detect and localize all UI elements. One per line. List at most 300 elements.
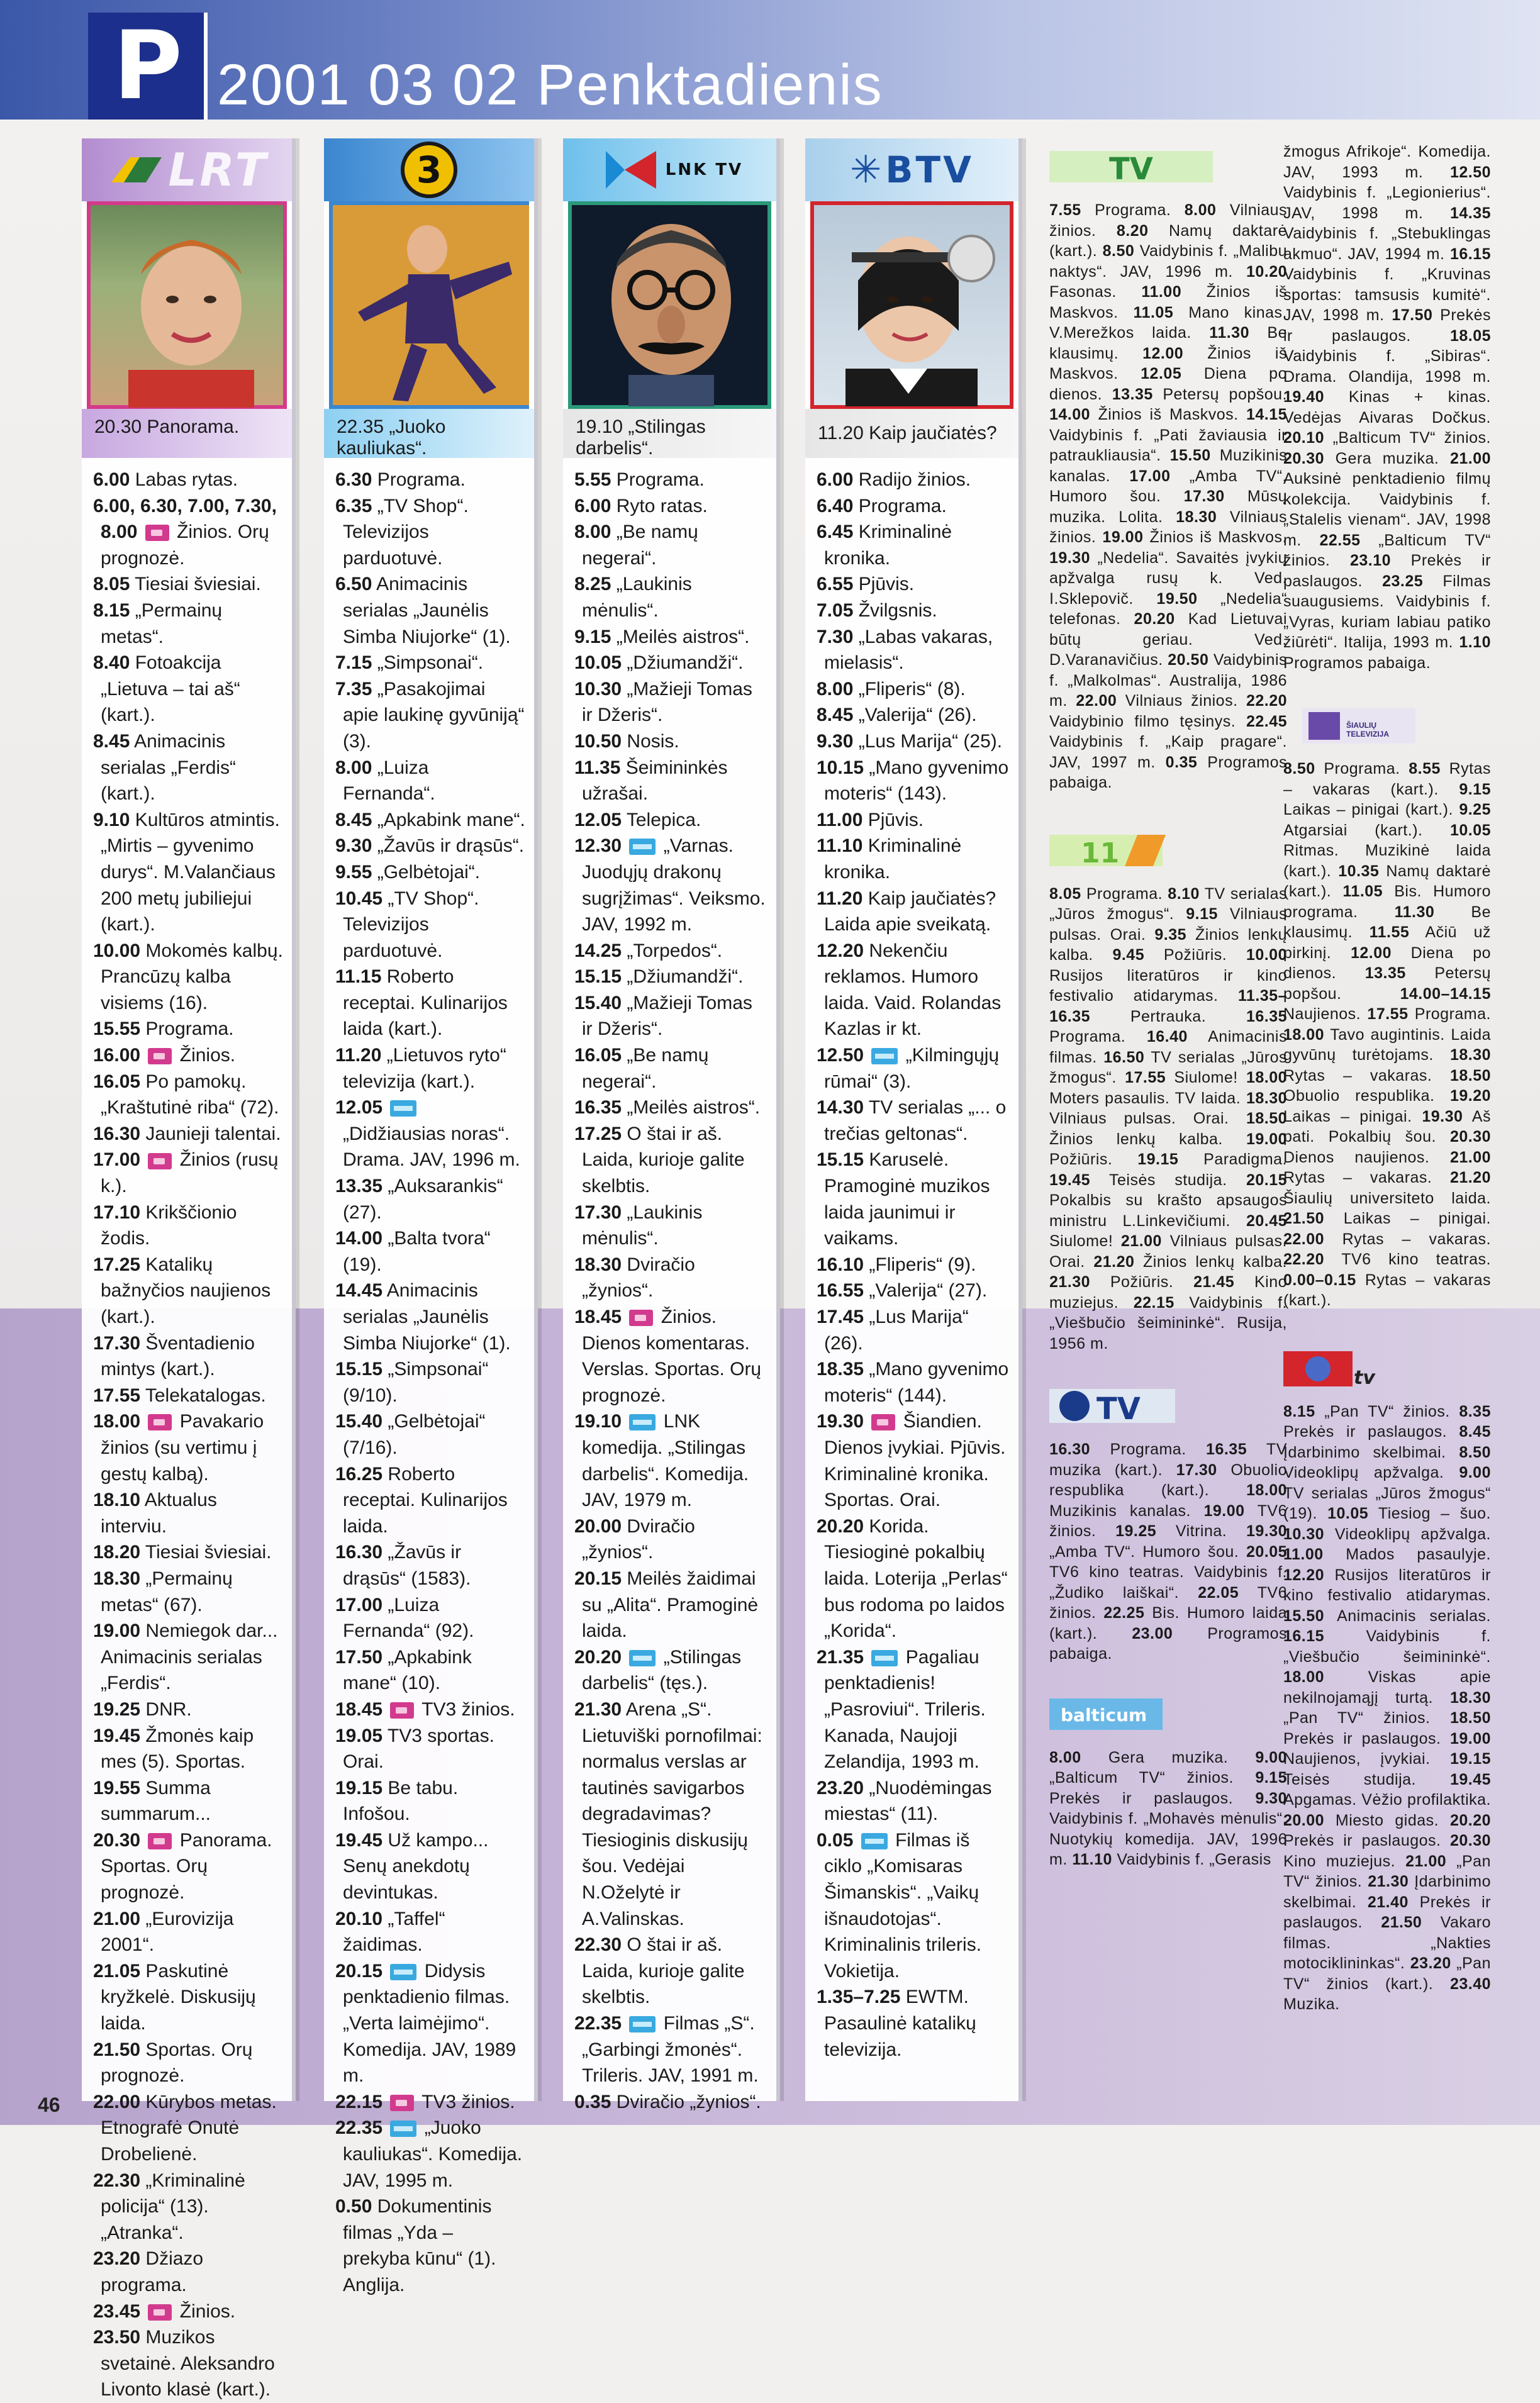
time: 18.00 [1283, 1668, 1325, 1686]
time: 18.30 [1246, 1089, 1287, 1107]
time: 17.00 [1129, 467, 1171, 485]
time: 18.00 [1246, 1481, 1287, 1499]
tv-channel-logo [1049, 145, 1287, 190]
program-entry: 9.30 „Lus Marija“ (25). [817, 730, 1003, 752]
tv3-logo-text: 3 [416, 148, 442, 191]
program-entry: 18.45 TV3 žinios. [335, 1698, 515, 1720]
time: 15.50 [1169, 447, 1211, 464]
time: 21.35 [817, 1646, 864, 1668]
time: 19.50 [1156, 589, 1198, 608]
program-entry: 17.00 Žinios (rusų k.). [93, 1149, 279, 1197]
time: 12.00 [1350, 944, 1392, 962]
time: 9.30 [335, 835, 372, 857]
film-icon [390, 1100, 416, 1117]
btv-host-photo [810, 201, 1013, 409]
time: 9.25 [1459, 801, 1491, 818]
time: 9.00 [1459, 1464, 1491, 1481]
tv3-logo-disc [401, 142, 457, 198]
time: 17.30 [1176, 1461, 1217, 1479]
time: 15.40 [574, 992, 622, 1013]
time: 22.20 [1283, 1251, 1325, 1268]
program-entry: 17.55 Telekatalogas. [93, 1385, 266, 1406]
program-entry: 12.50 „Kilmingųjų rūmai“ (3). [817, 1045, 1000, 1092]
time: 8.45 [817, 705, 854, 726]
program-entry: 22.15 TV3 žinios. [335, 2091, 515, 2112]
program-entry: 14.25 „Torpedos“. [574, 940, 723, 961]
time: 9.15 [1459, 780, 1491, 798]
time: 9.15 [574, 626, 611, 647]
program-entry: 16.30 Jaunieji talentai. [93, 1123, 281, 1144]
time: 20.10 [335, 1908, 383, 1929]
time: 9.30 [817, 730, 854, 752]
time: 7.35 [335, 678, 372, 700]
time: 18.35 [817, 1359, 864, 1380]
program-entry: 16.35 „Meilės aistros“. [574, 1097, 761, 1118]
time: 15.40 [335, 1411, 383, 1432]
time: 8.50 [1102, 242, 1135, 260]
program-entry: 12.05 „Didžiausias noras“. Drama. JAV, 1996 m. [335, 1097, 520, 1171]
time: 9.15 [1186, 905, 1218, 923]
time: 8.50 [1459, 1443, 1491, 1461]
balticum-logo [1049, 1692, 1287, 1737]
program-entry: 17.45 „Lus Marija“ (26). [817, 1307, 969, 1354]
time: 6.00 [93, 469, 130, 490]
time: 22.00 [1283, 1230, 1325, 1248]
green-tv-logo-icon [1049, 145, 1213, 189]
time: 21.50 [93, 2039, 141, 2060]
time: 19.05 [335, 1725, 383, 1746]
lrt-host-photo [87, 201, 287, 409]
program-entry: 19.10 LNK komedija. „Stilingas darbelis“. Komedija. JAV, 1979 m. [574, 1411, 749, 1511]
time: 6.30 [335, 469, 372, 490]
program-entry: 8.00 „Be namų negerai“. [574, 521, 698, 569]
time: 18.00 [1283, 1025, 1325, 1044]
time: 9.35 [1154, 925, 1187, 944]
time: 8.25 [574, 574, 611, 595]
time: 17.25 [93, 1254, 141, 1275]
time: 22.35 [335, 2117, 383, 2139]
time: 16.30 [1049, 1441, 1091, 1458]
page-title: 2001 03 02 Penktadienis [217, 53, 883, 117]
time: 14.25 [574, 940, 622, 961]
tv6-logo [1049, 1384, 1287, 1429]
time: 8.00 [1184, 201, 1217, 219]
btv-photo-illustration [814, 205, 1013, 405]
time: 21.00 [1120, 1232, 1162, 1250]
news-tv-icon [148, 1833, 172, 1849]
time: 21.30 [574, 1698, 622, 1720]
time: 22.20 [1246, 692, 1288, 710]
time: 20.30 [93, 1829, 141, 1851]
time: 15.55 [93, 1018, 141, 1040]
program-entry: 10.45 „TV Shop“. Televizijos parduotuvė. [335, 888, 479, 961]
program-entry: 15.40 „Gelbėtojai“ (7/16). [335, 1411, 486, 1458]
time: 11.05 [1342, 883, 1383, 900]
time: 11.05 [1133, 303, 1174, 321]
time: 18.45 [335, 1698, 383, 1720]
time: 23.45 [93, 2300, 141, 2322]
film-icon [871, 1048, 898, 1064]
time: 19.15 [335, 1777, 383, 1798]
time: 11.20 [335, 1045, 382, 1066]
time: 10.50 [574, 730, 622, 752]
time: 15.15 [335, 1359, 383, 1380]
program-entry: 21.35 Pagaliau penktadienis! „Pasroviui“. Trileris. Kanada, Naujoji Zelandija, 1993 m. [817, 1646, 986, 1773]
lrt-logo [82, 138, 292, 201]
time: 13.35 [335, 1176, 383, 1197]
program-entry: 22.30 „Kriminalinė policija“ (13). „Atranka“. [93, 2170, 245, 2243]
regional-column-b [1283, 142, 1491, 2092]
time: 16.05 [574, 1045, 622, 1066]
time: 9.45 [1112, 946, 1145, 964]
time: 21.05 [93, 1960, 141, 1982]
program-entry: 8.45 „Apkabink mane“. [335, 809, 525, 830]
time: 12.05 [1141, 365, 1182, 382]
time: 8.00 [335, 757, 372, 778]
program-entry: 11.20 „Lietuvos ryto“ televizija (kart.). [335, 1045, 506, 1092]
time: 12.20 [817, 940, 864, 961]
time: 11.00 [1283, 1546, 1324, 1563]
time: 12.05 [335, 1097, 383, 1118]
news-tv-icon [390, 1702, 414, 1719]
time: 18.50 [1449, 1709, 1491, 1727]
channel-column-tv3 [324, 138, 538, 2295]
program-entry: 21.30 Arena „S“. Lietuviški pornofilmai: normalus verslas ar tautinės savigarbos degradavimas? Tiesioginis diskusijų šou. Vedėjai N.Oželytė ir A.Valinskas. [574, 1698, 762, 1929]
program-entry: 23.50 Muzikos svetainė. Aleksandro Livonto klasė (kart.). [93, 2327, 275, 2400]
program-entry: 17.00 „Luiza Fernanda“ (92). [335, 1594, 474, 1642]
pan-tv-logo [1283, 1346, 1491, 1391]
time: 19.30 [1246, 1522, 1288, 1540]
time: 21.50 [1283, 1210, 1325, 1227]
time: 16.35 [1206, 1441, 1247, 1458]
time: 7.05 [817, 599, 854, 621]
program-entry: 7.05 Žvilgsnis. [817, 599, 937, 621]
time: 8.45 [1459, 1423, 1491, 1441]
program-entry: 20.20 „Stilingas darbelis“ (tęs.). [574, 1646, 742, 1694]
program-entry: 18.00 Pavakario žinios (su vertimu į gestų kalbą). [93, 1411, 264, 1485]
program-entry: 6.00 Labas rytas. [93, 469, 238, 490]
program-entry: 8.40 Fotoakcija „Lietuva – tai aš“ (kart.). [93, 652, 240, 726]
time: 1.35–7.25 [817, 1987, 901, 2008]
program-entry: 22.00 Kūrybos metas. Etnografė Onutė Drobelienė. [93, 2091, 277, 2165]
program-entry: 17.25 O štai ir aš. Laida, kurioje galite skelbtis. [574, 1123, 745, 1197]
time: 16.10 [817, 1254, 864, 1275]
time: 17.10 [93, 1202, 141, 1223]
program-entry: 22.35 Filmas „S“. „Garbingi žmonės“. Trileris. JAV, 1991 m. [574, 2013, 759, 2087]
time: 18.30 [93, 1568, 141, 1589]
time: 5.55 [574, 469, 611, 490]
program-entry: 16.55 „Valerija“ (27). [817, 1280, 988, 1302]
program-entry: 11.10 Kriminalinė kronika. [817, 835, 962, 883]
program-entry: 12.30 „Varnas. Juodųjų drakonų sugrįžimas“. Veiksmo. JAV, 1992 m. [574, 835, 766, 935]
time: 20.05 [1246, 1542, 1287, 1561]
program-entry: 18.30 Dviračio „žynios“. [574, 1254, 695, 1302]
program-entry: 21.00 „Eurovizija 2001“. [93, 1908, 234, 1956]
program-entry: 16.10 „Fliperis“ (9). [817, 1254, 976, 1275]
program-entry: 6.45 Kriminalinė kronika. [817, 521, 952, 569]
time: 9.00 [1255, 1748, 1287, 1766]
time: 18.50 [1246, 1110, 1287, 1127]
lrt-photo-illustration [91, 205, 287, 405]
btv-logo [805, 138, 1018, 201]
time: 6.00, 6.30, 7.00, 7.30, 8.00 [93, 495, 277, 543]
time: 6.00 [574, 495, 611, 516]
time: 14.00–14.15 [1400, 984, 1491, 1003]
time: 11.00 [817, 809, 863, 830]
lnk-listing [563, 458, 776, 2115]
time: 14.00 [335, 1228, 383, 1249]
news-tv-icon [148, 1153, 172, 1169]
news-tv-icon [148, 2304, 172, 2321]
time: 16.15 [1283, 1627, 1325, 1645]
time: 18.30 [1449, 1688, 1491, 1707]
program-entry: 18.10 Aktualus interviu. [93, 1490, 217, 1537]
svg-text:balticum: balticum [1061, 1704, 1147, 1726]
program-entry: 6.00 Radijo žinios. [817, 469, 971, 490]
btv-snowflake-icon: ✳ [850, 148, 882, 192]
time: 18.00 [93, 1411, 141, 1432]
side-a-block-0: 7.55 Programa. 8.00 Vilniaus žinios. 8.20 Namų daktarė (kart.). 8.50 Vaidybinis f. „Malibu naktys“. JAV, 1996 m. 10.20 Fasonas. 11.00 Žinios iš Maskvos. 11.05 Mano kinas. V.Merežkos laida. 11.30 Be klausimų. 12.00 Žinios iš Maskvos. 12.05 Diena po dienos. 13.35 Petersų popšou. 14.00 Žinios iš Maskvos. 14.15 Vaidybinis f. „Pati žaviausia ir patraukliausia“. 15.50 Muzikinis kanalas. 17.00 „Amba TV“. Humoro šou. 17.30 Mūsų muzika. Lolita. 18.30 Vilniaus žinios. 19.00 Žinios iš Maskvos. 19.30 „Nedelia“. Savaitės įvykių apžvalga rusų k. Ved. I.Sklepovič. 19.50 „Nedelia“ telefonas. 20.20 Kad Lietuvai būtų geriau. Ved. D.Varanavičius. 20.50 Vaidybinis f. „Malkolmas“. Australija, 1986 m. 22.00 Vilniaus žinios. 22.20 Vaidybinio filmo tęsinys. 22.45 Vaidybinis f. „Kaip pragare“. JAV, 1997 m. 0.35 Programos pabaiga. [1049, 201, 1288, 791]
program-entry: 11.35 Šeimininkės užrašai. [574, 757, 728, 805]
program-entry: 16.05 „Be namų negerai“. [574, 1045, 709, 1092]
time: 11.10 [817, 835, 863, 857]
program-entry: 15.55 Programa. [93, 1018, 234, 1040]
time: 0.35 [574, 2091, 611, 2112]
time: 15.50 [1283, 1607, 1325, 1625]
channel-11-logo [1049, 828, 1287, 874]
time: 17.25 [574, 1123, 622, 1144]
time: 11.35 [574, 757, 621, 778]
btv-highlight-caption: 11.20 Kaip jaučiatės? [805, 409, 1018, 458]
program-entry: 10.05 „Džiumandži“. [574, 652, 744, 674]
time: 19.15 [1137, 1151, 1179, 1168]
time: 18.30 [574, 1254, 622, 1275]
side-b-block-0: žmogus Afrikoje“. Komedija. JAV, 1993 m. 12.50 Vaidybinis f. „Legionierius“. JAV, 1998 m. 14.35 Vaidybinis f. „Stebuklingas akmuo“. JAV, 1994 m. 16.15 Vaidybinis f. „Kruvinas sportas: tamsusis kumitė“. JAV, 1998 m. 17.50 Prekės ir paslaugos. 18.05 Vaidybinis f. „Sibiras“. Drama. Olandija, 1998 m. 19.40 Kinas + kinas. Vedėjas Aivaras Dočkus. 20.10 „Balticum TV“ žinios. 20.30 Gera muzika. 21.00 Auksinė penktadienio filmų kolekcija. Vaidybinis f. „Stalelis vienam“. JAV, 1998 m. 22.55 „Balticum TV“ žinios. 23.10 Prekės ir paslaugos. 23.25 Filmas suaugusiems. Vaidybinis f. „Vyras, kuriam labiau patiko žiūrėti“. Italija, 1993 m. 1.10 Programos pabaiga. [1283, 143, 1492, 672]
program-entry: 19.45 Už kampo... Senų anekdotų devintukas. [335, 1829, 489, 1904]
balticum-logo-icon [1049, 1692, 1213, 1736]
time: 20.15 [1246, 1171, 1287, 1189]
program-entry: 21.50 Sportas. Orų prognozė. [93, 2039, 253, 2087]
time: 6.35 [335, 495, 372, 516]
time: 8.15 [93, 599, 130, 621]
time: 10.05 [1327, 1505, 1369, 1522]
program-entry: 20.15 Didysis penktadienio filmas. „Verta laimėjimo“. Komedija. JAV, 1989 m. [335, 1960, 516, 2087]
side-a-block-2: 16.30 Programa. 16.35 TV muzika (kart.). 17.30 Obuolio respublika (kart.). 18.00 Muzikinis kanalas. 19.00 TV6 žinios. 19.25 Vitrina. 19.30 „Amba TV“. Humoro šou. 20.05 TV6 kino teatras. Vaidybinis f. „Žudiko laiškai“. 22.05 TV6 žinios. 22.25 Bis. Humoro laida (kart.). 23.00 Programos pabaiga. [1049, 1441, 1288, 1663]
program-entry: 8.45 „Valerija“ (26). [817, 705, 977, 726]
program-entry: 17.25 Katalikų bažnyčios naujienos (kart.). [93, 1254, 271, 1327]
news-tv-icon [145, 525, 169, 541]
time: 22.25 [1103, 1604, 1145, 1622]
time: 19.30 [1049, 549, 1091, 567]
time: 18.45 [574, 1307, 622, 1327]
time: 22.30 [574, 1934, 622, 1956]
lnk-actor-photo [568, 201, 771, 409]
time: 8.00 [817, 678, 854, 700]
time: 0.00–0.15 [1283, 1271, 1356, 1289]
news-tv-icon [148, 1048, 172, 1064]
tv3-photo-illustration [333, 205, 529, 405]
program-entry: 20.30 Panorama. Sportas. Orų prognozė. [93, 1829, 272, 1904]
time: 6.00 [817, 469, 854, 490]
time: 10.30 [1283, 1525, 1325, 1543]
film-icon [629, 1414, 656, 1430]
time: 8.05 [93, 574, 130, 595]
time: 20.45 [1246, 1212, 1287, 1230]
time: 21.00 [1449, 449, 1491, 467]
time: 12.05 [574, 809, 622, 830]
time: 12.50 [1449, 163, 1491, 181]
btv-logo-text: BTV [885, 148, 974, 191]
time: 23.25 [1382, 572, 1424, 590]
time: 9.10 [93, 809, 130, 830]
program-entry: 10.15 „Mano gyvenimo moteris“ (143). [817, 757, 1009, 805]
channel-column-lnk [563, 138, 780, 2112]
time: 13.35 [1112, 385, 1153, 403]
program-entry: 17.10 Krikščionio žodis. [93, 1202, 237, 1249]
time: 19.25 [93, 1698, 141, 1720]
time: 15.15 [817, 1149, 864, 1171]
time: 22.35 [574, 2013, 622, 2034]
program-entry: 20.00 Dviračio „žynios“. [574, 1515, 695, 1563]
time: 11.30 [1394, 903, 1435, 921]
time: 9.30 [1255, 1789, 1287, 1807]
time: 14.35 [1449, 204, 1491, 222]
time: 20.00 [1283, 1811, 1325, 1829]
day-badge-letter: P [113, 11, 182, 121]
time: 17.55 [1125, 1069, 1166, 1086]
time: 11.10 [1072, 1851, 1112, 1868]
page-number: 46 [38, 2094, 60, 2116]
program-entry: 19.45 Žmonės kaip mes (5). Sportas. [93, 1725, 254, 1773]
time: 8.00 [574, 521, 611, 543]
time: 8.00 [1049, 1748, 1081, 1766]
time: 22.55 [1319, 531, 1361, 549]
side-a-block-1: 8.05 Programa. 8.10 TV serialas „Jūros žmogus“. 9.15 Vilniaus pulsas. Orai. 9.35 Žinios lenkų kalba. 9.45 Požiūris. 10.00 Rusijos literatūros ir kino festivalio atidarymas. 11.35–16.35 Pertrauka. 16.35 Programa. 16.40 Animacinis filmas. 16.50 TV serialas „Jūros žmogus“. 17.55 Siulome! 18.00 Moters pasaulis. TV laida. 18.30 Vilniaus pulsas. Orai. 18.50 Žinios lenkų kalba. 19.00 Požiūris. 19.15 Paradigma. 19.45 Teisės studija. 20.15 Pokalbis su krašto apsaugos ministru L.Linkevičiumi. 20.45 Siulome! 21.00 Vilniaus pulsas. Orai. 21.20 Žinios lenkų kalba. 21.30 Požiūris. 21.45 Kino muziejus. 22.15 Vaidybinis f. „Viešbučio šeimininkė“. Rusija, 1956 m. [1049, 884, 1288, 1352]
time: 17.50 [335, 1646, 383, 1668]
svg-text:tv: tv [1354, 1366, 1375, 1389]
time: 19.10 [574, 1411, 622, 1432]
time: 10.20 [1246, 262, 1287, 281]
time: 1.10 [1459, 633, 1491, 651]
time: 16.05 [93, 1071, 141, 1092]
program-entry: 19.00 Nemiegok dar... Animacinis serialas „Ferdis“. [93, 1620, 278, 1694]
time: 19.45 [335, 1829, 383, 1851]
time: 19.45 [93, 1725, 141, 1746]
time: 10.05 [574, 652, 622, 674]
time: 23.20 [1410, 1954, 1451, 1972]
lrt-listing [82, 458, 292, 2403]
program-entry: 8.25 „Laukinis mėnulis“. [574, 574, 692, 621]
time: 19.30 [817, 1411, 864, 1432]
time: 8.20 [1116, 221, 1149, 240]
program-entry: 11.15 Roberto receptai. Kulinarijos laida (kart.). [335, 966, 508, 1040]
time: 20.30 [1449, 1128, 1491, 1146]
time: 19.00 [1203, 1502, 1245, 1520]
time: 16.25 [335, 1463, 383, 1485]
program-entry: 23.20 Džiazo programa. [93, 2248, 204, 2295]
program-entry: 0.35 Dviračio „žynios“. [574, 2091, 761, 2112]
time: 6.40 [817, 495, 854, 516]
time: 18.05 [1449, 326, 1491, 345]
time: 6.45 [817, 521, 854, 543]
svg-text:TV: TV [1109, 152, 1153, 187]
time: 11.15 [335, 966, 382, 988]
time: 16.35 [574, 1097, 622, 1118]
time: 16.30 [93, 1123, 141, 1144]
program-entry: 10.00 Mokomės kalbų. Prancūzų kalba visiems (16). [93, 940, 283, 1013]
film-icon [629, 2016, 656, 2032]
time: 17.55 [93, 1385, 141, 1406]
program-entry: 17.30 Šventadienio mintys (kart.). [93, 1332, 255, 1380]
time: 23.10 [1350, 552, 1392, 569]
time: 18.30 [1176, 508, 1217, 526]
program-entry: 23.45 Žinios. [93, 2300, 236, 2322]
time: 6.55 [817, 574, 854, 595]
time: 20.10 [1283, 429, 1325, 447]
time: 17.30 [93, 1332, 141, 1354]
time: 16.50 [1103, 1048, 1145, 1066]
tv6-logo-icon [1049, 1384, 1213, 1428]
lrt-highlight-caption: 20.30 Panorama. [82, 409, 292, 458]
time: 19.00 [1246, 1130, 1287, 1148]
time: 8.50 [1283, 760, 1315, 778]
program-entry: 6.50 Animacinis serialas „Jaunėlis Simba Niujorke“ (1). [335, 574, 511, 647]
program-entry: 6.40 Programa. [817, 495, 947, 516]
time: 8.35 [1459, 1402, 1491, 1420]
time: 23.00 [1132, 1624, 1173, 1642]
program-entry: 8.00 „Fliperis“ (8). [817, 678, 966, 700]
program-entry: 23.20 „Nuodėmingas miestas“ (11). [817, 1777, 992, 1825]
program-entry: 21.05 Paskutinė kryžkelė. Diskusijų laida. [93, 1960, 256, 2034]
program-entry: 8.45 Animacinis serialas „Ferdis“ (kart.). [93, 730, 237, 805]
time: 10.45 [335, 888, 383, 909]
time: 11.20 [817, 888, 863, 909]
program-entry: 14.00 „Balta tvora“ (19). [335, 1228, 491, 1275]
program-entry: 9.30 „Žavūs ir drąsūs“. [335, 835, 525, 857]
program-entry: 7.30 „Labas vakaras, mielasis“. [817, 626, 993, 674]
time: 8.55 [1409, 760, 1441, 778]
time: 0.50 [335, 2196, 372, 2217]
day-badge [88, 13, 208, 120]
program-entry: 0.05 Filmas iš ciklo „Komisaras Šimanskis“. „Vaikų išnaudotojas“. Kriminalinis trileris. Vokietija. [817, 1829, 982, 1982]
time: 20.20 [817, 1515, 864, 1537]
program-entry: 19.05 TV3 sportas. Orai. [335, 1725, 494, 1773]
time: 9.15 [1255, 1769, 1287, 1787]
program-entry: 22.35 „Juoko kauliukas“. Komedija. JAV, 1995 m. [335, 2117, 523, 2191]
time: 7.55 [1049, 201, 1081, 219]
program-entry: 6.30 Programa. [335, 469, 466, 490]
program-entry: 7.15 „Simpsonai“. [335, 652, 484, 674]
program-entry: 14.45 Animacinis serialas „Jaunėlis Simba Niujorke“ (1). [335, 1280, 511, 1354]
channel-11-logo-icon [1049, 828, 1213, 873]
lrt-mark-icon [105, 145, 168, 195]
time: 16.00 [93, 1045, 141, 1066]
time: 11.30 [1209, 324, 1249, 342]
time: 19.55 [93, 1777, 141, 1798]
time: 8.10 [1168, 884, 1200, 903]
time: 18.20 [93, 1542, 141, 1563]
time: 12.00 [1142, 344, 1184, 362]
time: 11.00 [1141, 283, 1182, 301]
time: 8.45 [335, 809, 372, 830]
time: 20.30 [1283, 449, 1325, 467]
program-entry: 8.00 „Luiza Fernanda“. [335, 757, 435, 805]
regional-column-a [1049, 142, 1287, 2092]
program-entry: 22.30 O štai ir aš. Laida, kurioje galite skelbtis. [574, 1934, 745, 2008]
time: 10.35 [1338, 862, 1380, 880]
film-icon [629, 839, 656, 855]
time: 22.45 [1246, 712, 1287, 730]
